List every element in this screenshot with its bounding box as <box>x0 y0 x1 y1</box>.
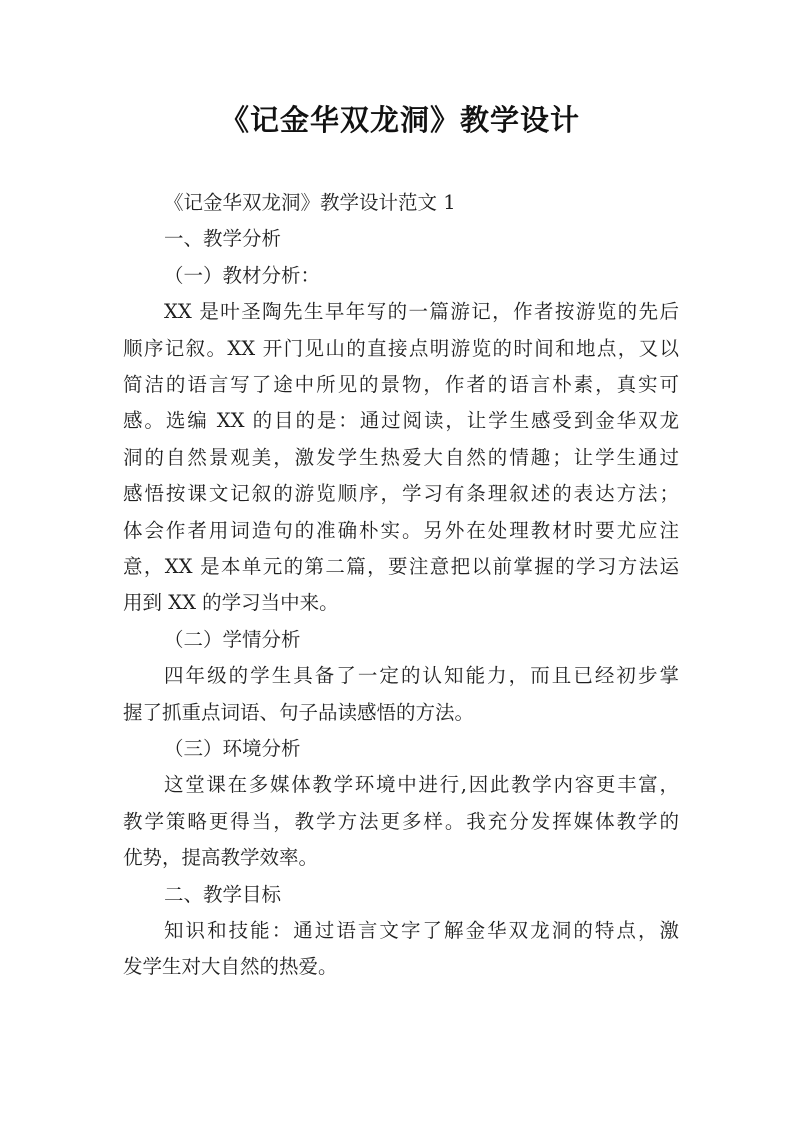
paragraph-line: 握了抓重点词语、句子品读感悟的方法。 <box>123 700 475 724</box>
document-title: 《记金华双龙洞》教学设计 <box>219 103 580 137</box>
paragraph-line: 简洁的语言写了途中所见的景物，作者的语言朴素，真实可 <box>123 373 679 396</box>
paragraph-line: 感。选编 XX 的目的是：通过阅读，让学生感受到金华双龙 <box>123 409 679 433</box>
paragraph-line: 教学策略更得当，教学方法更多样。我充分发挥媒体教学的 <box>123 809 679 833</box>
paragraph-line: 意，XX 是本单元的第二篇，要注意把以前掌握的学习方法运 <box>123 554 679 578</box>
paragraph-line: 体会作者用词造句的准确朴实。另外在处理教材时要尤应注 <box>123 518 679 542</box>
paragraph-line: 顺序记叙。XX 开门见山的直接点明游览的时间和地点，又以 <box>123 336 679 360</box>
paragraph-line: 知识和技能：通过语言文字了解金华双龙洞的特点，激 <box>164 918 679 942</box>
paragraph-line: 发学生对大自然的热爱。 <box>123 955 338 979</box>
paragraph-line: 用到 XX 的学习当中来。 <box>123 591 339 615</box>
document-body <box>123 185 679 986</box>
subsection-heading: （一）教材分析： <box>164 263 321 287</box>
paragraph-line: 感悟按课文记叙的游览顺序，学习有条理叙述的表达方法； <box>123 482 679 506</box>
paragraph-line: 优势，提高教学效率。 <box>123 846 319 870</box>
section-heading: 二、教学目标 <box>164 882 282 906</box>
paragraph-line: 这堂课在多媒体教学环境中进行,因此教学内容更丰富， <box>164 773 679 797</box>
section-subtitle: 《记金华双龙洞》教学设计范文 1 <box>164 191 456 214</box>
paragraph-line: 四年级的学生具备了一定的认知能力，而且已经初步掌 <box>164 664 679 688</box>
section-heading: 一、教学分析 <box>164 227 282 251</box>
subsection-heading: （三）环境分析 <box>164 736 301 760</box>
paragraph-line: 洞的自然景观美，激发学生热爱大自然的情趣；让学生通过 <box>123 445 679 469</box>
subsection-heading: （二）学情分析 <box>164 627 301 651</box>
paragraph-line: XX 是叶圣陶先生早年写的一篇游记，作者按游览的先后 <box>164 300 679 324</box>
